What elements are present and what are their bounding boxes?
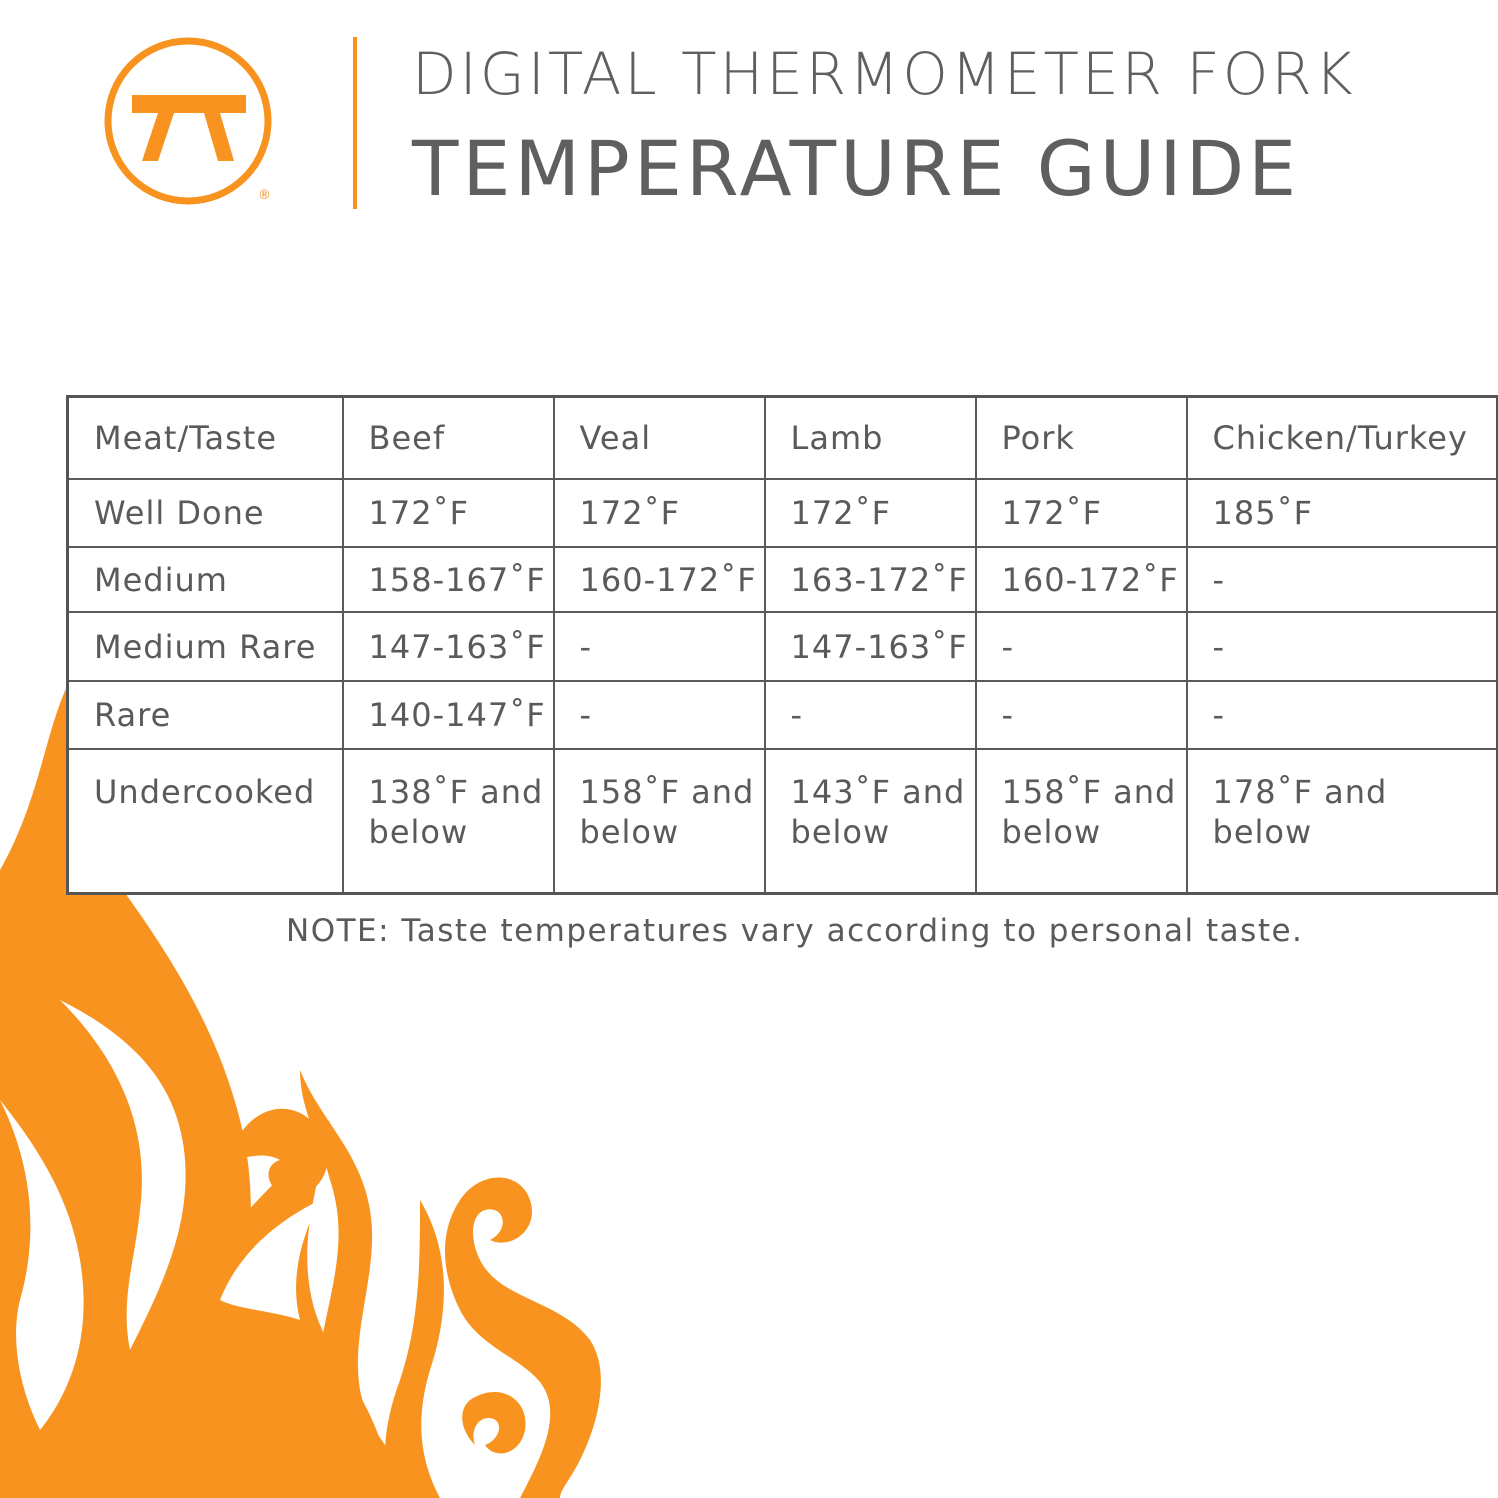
table-cell: - xyxy=(554,612,765,681)
table-cell: 172˚F xyxy=(976,479,1187,547)
note-label: NOTE: xyxy=(286,913,391,949)
temperature-table xyxy=(66,395,1498,895)
page-title-line2: TEMPERATURE GUIDE xyxy=(412,124,1301,213)
header-cell: Beef xyxy=(343,397,554,480)
table-cell: - xyxy=(765,681,976,749)
table-cell: Medium Rare xyxy=(68,612,343,681)
table-cell: Medium xyxy=(68,547,343,612)
note-body: Taste temperatures vary according to personal taste. xyxy=(390,913,1304,949)
header-cell: Lamb xyxy=(765,397,976,480)
table-cell: 185˚F xyxy=(1187,479,1498,547)
table-cell: 138˚F and below xyxy=(343,749,554,894)
note-text xyxy=(286,913,1303,949)
table-cell: - xyxy=(554,681,765,749)
table-cell: Rare xyxy=(68,681,343,749)
header-cell: Chicken/Turkey xyxy=(1187,397,1498,480)
table-logo-icon xyxy=(100,35,280,215)
header-cell: Pork xyxy=(976,397,1187,480)
table-row xyxy=(68,547,1498,612)
table-cell: 158˚F and below xyxy=(976,749,1187,894)
table-header-row xyxy=(68,397,1498,480)
header-divider xyxy=(353,37,357,209)
table-row xyxy=(68,681,1498,749)
table-cell: 143˚F and below xyxy=(765,749,976,894)
table-cell: - xyxy=(1187,681,1498,749)
table-cell: Undercooked xyxy=(68,749,343,894)
header-cell: Veal xyxy=(554,397,765,480)
registered-mark: ® xyxy=(258,188,271,203)
table-row xyxy=(68,612,1498,681)
header-cell: Meat/Taste xyxy=(68,397,343,480)
table-cell: 147-163˚F xyxy=(765,612,976,681)
table-cell: 158-167˚F xyxy=(343,547,554,612)
table-cell: 158˚F and below xyxy=(554,749,765,894)
table-cell: - xyxy=(976,612,1187,681)
table-cell: 172˚F xyxy=(765,479,976,547)
table-cell: 172˚F xyxy=(554,479,765,547)
table-cell: 172˚F xyxy=(343,479,554,547)
table-cell: Well Done xyxy=(68,479,343,547)
table-cell: - xyxy=(1187,612,1498,681)
table-cell: 160-172˚F xyxy=(976,547,1187,612)
page-title-line1: DIGITAL THERMOMETER FORK xyxy=(412,40,1356,108)
table-cell: - xyxy=(976,681,1187,749)
table-cell: 147-163˚F xyxy=(343,612,554,681)
table-cell: 160-172˚F xyxy=(554,547,765,612)
table-cell: 140-147˚F xyxy=(343,681,554,749)
table-cell: 163-172˚F xyxy=(765,547,976,612)
table-row xyxy=(68,479,1498,547)
table-cell: 178˚F and below xyxy=(1187,749,1498,894)
table-row xyxy=(68,749,1498,894)
table-cell: - xyxy=(1187,547,1498,612)
